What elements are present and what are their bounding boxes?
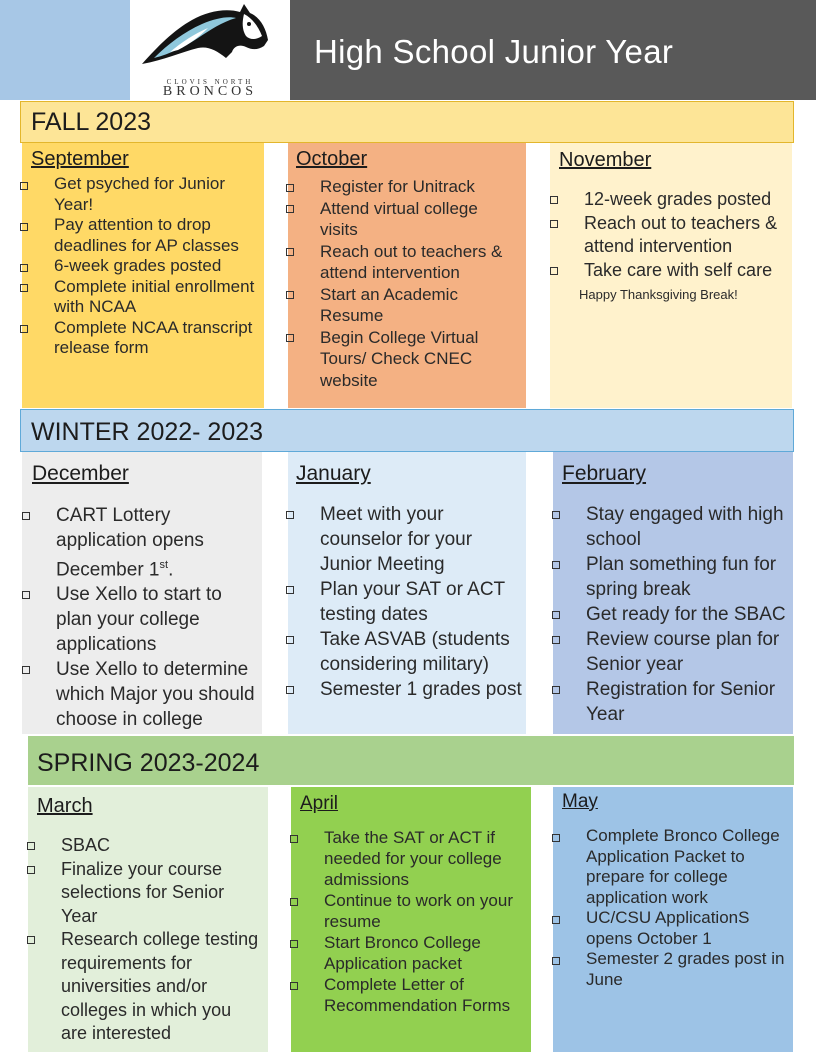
list-item (320, 677, 522, 702)
item-text: Use Xello to start to plan your college applications (56, 584, 222, 656)
item-text: Registration for Senior Year (586, 679, 776, 725)
checkbox-icon[interactable] (552, 916, 560, 924)
list-item (54, 256, 259, 277)
checkbox-icon[interactable] (286, 686, 294, 694)
month-title-april: April (300, 793, 339, 814)
list-item (56, 503, 256, 582)
list-item (54, 277, 259, 318)
item-text: SBAC (61, 835, 111, 855)
month-card-march (28, 787, 268, 1052)
item-text: 6-week grades posted (54, 256, 222, 275)
item-text: Meet with your counselor for your Junior Meeting (320, 504, 473, 575)
ordinal-suffix: st (159, 559, 169, 571)
holiday-note: Happy Thanksgiving Break! (579, 287, 738, 302)
season-title-spring: SPRING 2023-2024 (37, 749, 260, 777)
list-item (324, 827, 524, 890)
item-text: Start Bronco College Application packet (324, 933, 481, 973)
item-text: UC/CSU ApplicationS opens October 1 (586, 908, 750, 948)
checkbox-icon[interactable] (290, 898, 298, 906)
list-item (584, 259, 789, 283)
season-title-winter: WINTER 2022- 2023 (31, 418, 264, 446)
month-card-december (22, 452, 262, 734)
item-text: Take the SAT or ACT if needed for your college admissions (324, 828, 502, 889)
month-title-october: October (296, 148, 368, 170)
list-item (586, 627, 790, 677)
list-item (586, 826, 789, 908)
page-title: High School Junior Year (314, 33, 674, 70)
item-text: Finalize your course selections for Senior Year (61, 858, 225, 926)
item-text: Take ASVAB (students considering military) (320, 629, 510, 675)
month-title-december: December (32, 462, 129, 485)
month-card-february (553, 452, 793, 734)
list-item (320, 241, 520, 284)
checkbox-icon[interactable] (286, 511, 294, 519)
month-card-may (553, 787, 793, 1052)
item-text: Reach out to teachers & attend intervention (584, 212, 778, 256)
item-text-end: . (168, 559, 174, 581)
season-header-winter (20, 409, 794, 452)
checkbox-icon[interactable] (290, 982, 298, 990)
item-text: Use Xello to determine which Major you should choose in college (56, 659, 255, 731)
item-text: Take care with self care (584, 259, 773, 280)
checkbox-icon[interactable] (22, 512, 30, 520)
checkbox-icon[interactable] (550, 220, 558, 228)
list-item (586, 502, 790, 552)
checkbox-icon[interactable] (552, 957, 560, 965)
month-title-february: February (562, 462, 647, 485)
month-title-march: March (37, 795, 93, 817)
item-text: Begin College Virtual Tours/ Check CNEC website (320, 327, 479, 390)
checkbox-icon[interactable] (552, 834, 560, 842)
logo-team-name: BRONCOS (162, 84, 258, 99)
checkbox-icon[interactable] (286, 334, 294, 342)
list-item (54, 318, 259, 359)
month-card-october (288, 143, 526, 408)
list-item (584, 212, 789, 259)
checkbox-icon[interactable] (27, 842, 35, 850)
item-text: 12-week grades posted (584, 189, 772, 209)
checkbox-icon[interactable] (20, 223, 28, 231)
list-item (324, 932, 524, 974)
item-text: Semester 1 grades post (320, 679, 522, 700)
list-item (320, 284, 520, 327)
checkbox-icon[interactable] (20, 325, 28, 333)
checkbox-icon[interactable] (20, 284, 28, 292)
checkbox-icon[interactable] (22, 666, 30, 674)
checkbox-icon[interactable] (290, 835, 298, 843)
item-text: Get ready for the SBAC (586, 604, 786, 625)
logo-school-name: CLOVIS NORTH (166, 78, 254, 86)
item-text: Research college testing requirements for universities and/or colleges in which you are interested (61, 929, 259, 1043)
list-item (56, 657, 256, 732)
list-item (586, 908, 789, 949)
checkbox-icon[interactable] (20, 182, 28, 190)
list-item (61, 928, 261, 1046)
checkbox-icon[interactable] (550, 267, 558, 275)
list-item (324, 890, 524, 932)
item-text: Attend virtual college visits (320, 198, 478, 239)
item-text: Complete NCAA transcript release form (54, 317, 253, 357)
item-text: Semester 2 grades post in June (586, 949, 785, 989)
checkbox-icon[interactable] (552, 686, 560, 694)
checkbox-icon[interactable] (22, 591, 30, 599)
checkbox-icon[interactable] (552, 611, 560, 619)
list-item (320, 198, 520, 241)
list-item (324, 974, 524, 1016)
list-item (586, 552, 790, 602)
checkbox-icon[interactable] (552, 636, 560, 644)
item-text: Complete Letter of Recommendation Forms (324, 975, 511, 1015)
item-text: Register for Unitrack (320, 177, 475, 196)
item-text: Stay engaged with high school (586, 504, 784, 550)
list-item (56, 582, 256, 657)
checkbox-icon[interactable] (286, 291, 294, 299)
list-item (320, 577, 522, 627)
checkbox-icon[interactable] (27, 936, 35, 944)
item-text: CART Lottery application opens December 1 (56, 505, 204, 581)
checkbox-icon[interactable] (286, 184, 294, 192)
list-item (320, 176, 520, 198)
item-text: Review course plan for Senior year (586, 629, 780, 675)
checkbox-icon[interactable] (286, 248, 294, 256)
item-text: Complete Bronco College Application Packet to prepare for college application work (586, 826, 780, 907)
list-item (586, 949, 789, 990)
season-header-spring (28, 736, 794, 785)
item-text: Get psyched for Junior Year! (54, 174, 226, 214)
list-item (586, 677, 790, 727)
title-bar (290, 0, 816, 100)
list-item (320, 502, 522, 577)
list-item (320, 327, 520, 392)
list-item (61, 858, 261, 929)
checkbox-icon[interactable] (550, 196, 558, 204)
month-card-april (291, 787, 531, 1052)
item-text: Continue to work on your resume (324, 891, 513, 931)
checkbox-icon[interactable] (286, 205, 294, 213)
checkbox-icon[interactable] (552, 561, 560, 569)
month-card-september (22, 143, 264, 408)
season-header-fall (20, 101, 794, 143)
season-title-fall: FALL 2023 (31, 108, 152, 136)
item-text: Plan your SAT or ACT testing dates (320, 579, 505, 625)
list-item (586, 602, 790, 627)
month-title-january: January (296, 462, 371, 485)
item-text: Start an Academic Resume (320, 284, 458, 325)
bronco-horse-icon (130, 0, 290, 80)
item-text: Pay attention to drop deadlines for AP classes (54, 215, 239, 255)
month-title-september: September (31, 148, 129, 170)
item-text: Reach out to teachers & attend intervention (320, 241, 503, 282)
list-item (54, 215, 259, 256)
month-card-january (288, 452, 526, 734)
month-title-may: May (562, 791, 598, 812)
checkbox-icon[interactable] (290, 940, 298, 948)
header-accent-block (0, 0, 130, 100)
item-text: Plan something fun for spring break (586, 554, 777, 600)
list-item (320, 627, 522, 677)
checkbox-icon[interactable] (552, 511, 560, 519)
checkbox-icon[interactable] (20, 264, 28, 272)
item-text: Complete initial enrollment with NCAA (54, 276, 255, 316)
checkbox-icon[interactable] (27, 866, 35, 874)
month-title-november: November (559, 149, 652, 171)
list-item (61, 834, 261, 858)
checkbox-icon[interactable] (286, 586, 294, 594)
list-item (584, 188, 789, 212)
checkbox-icon[interactable] (286, 636, 294, 644)
broncos-logo (130, 0, 290, 100)
month-card-november (550, 143, 792, 408)
list-item (54, 174, 259, 215)
